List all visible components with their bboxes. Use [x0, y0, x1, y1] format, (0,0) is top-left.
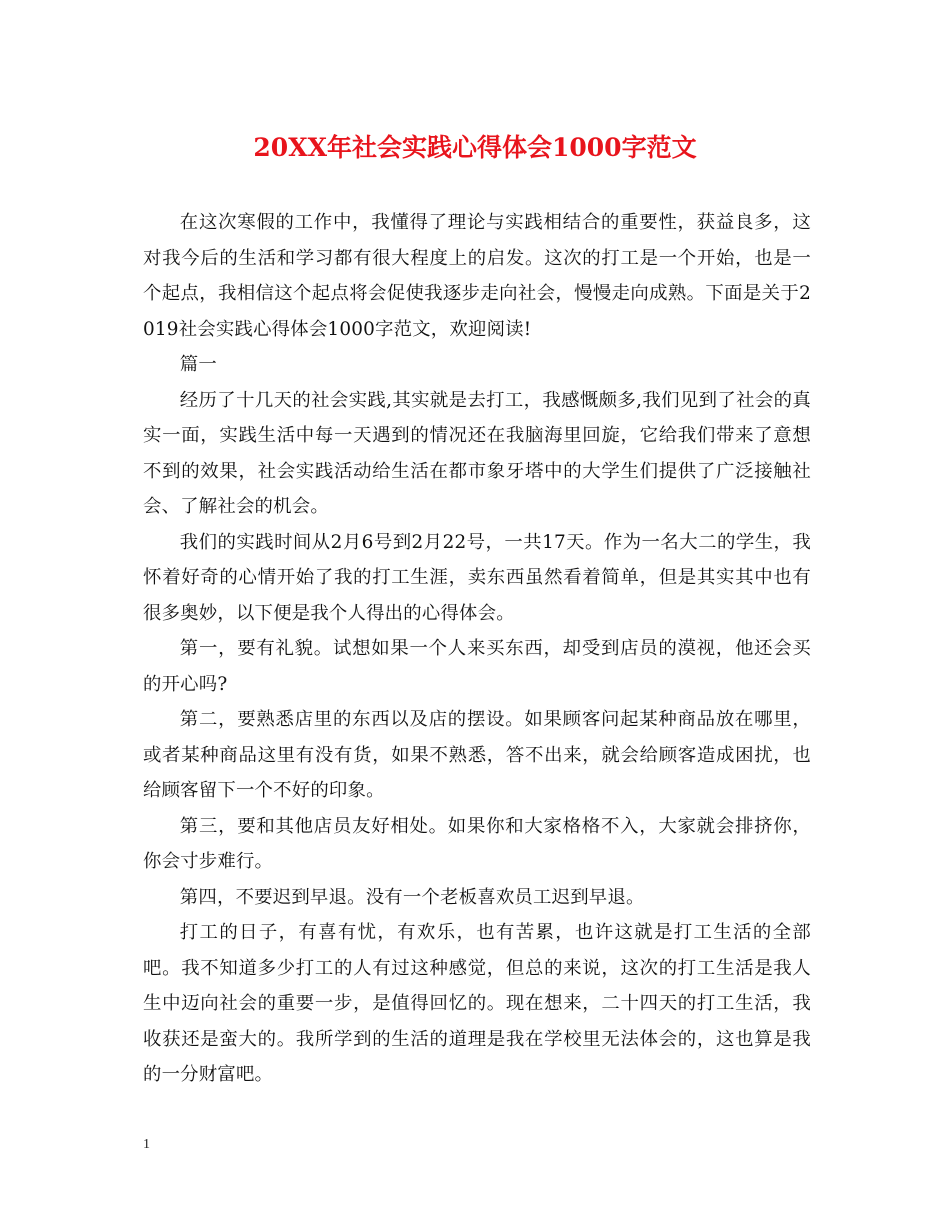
document-title: 20XX年社会实践心得体会1000字范文 [253, 133, 697, 162]
section-heading: 篇一 [179, 354, 217, 375]
paragraph: 经历了十几天的社会实践,其实就是去打工，我感慨颇多,我们见到了社会的真实一面，实践生活中每一天遇到的情况还在我脑海里回旋，它给我们带来了意想不到的效果，社会实践活动给生活在都市象牙塔中的大学生们提供了广泛接触社会、了解社会的机会。 [143, 389, 811, 517]
paragraph: 打工的日子，有喜有忧，有欢乐，也有苦累，也许这就是打工生活的全部吧。我不知道多少打工的人有过这种感觉，但总的来说，这次的打工生活是我人生中迈向社会的重要一步，是值得回忆的。现在想来，二十四天的打工生活，我收获还是蛮大的。我所学到的生活的道理是我在学校里无法体会的，这也算是我的一分财富吧。 [143, 922, 811, 1085]
paragraph: 第一，要有礼貌。试想如果一个人来买东西，却受到店员的漠视，他还会买的开心吗? [143, 638, 811, 695]
paragraph: 第三，要和其他店员友好相处。如果你和大家格格不入，大家就会排挤你，你会寸步难行。 [143, 815, 811, 872]
page-number: 1 [143, 1137, 150, 1152]
paragraph: 我们的实践时间从2月6号到2月22号，一共17天。作为一名大二的学生，我怀着好奇的心情开始了我的打工生涯，卖东西虽然看着简单，但是其实其中也有很多奥妙，以下便是我个人得出的心得体会。 [143, 531, 811, 624]
document-body [143, 205, 811, 1093]
paragraph: 第四，不要迟到早退。没有一个老板喜欢员工迟到早退。 [179, 886, 645, 908]
paragraph-intro: 在这次寒假的工作中，我懂得了理论与实践相结合的重要性，获益良多，这对我今后的生活和学习都有很大程度上的启发。这次的打工是一个开始，也是一个起点，我相信这个起点将会促使我逐步走向社会，慢慢走向成熟。下面是关于2019社会实践心得体会1000字范文，欢迎阅读! [143, 212, 811, 340]
paragraph: 第二，要熟悉店里的东西以及店的摆设。如果顾客问起某种商品放在哪里，或者某种商品这里有没有货，如果不熟悉，答不出来，就会给顾客造成困扰，也给顾客留下一个不好的印象。 [143, 709, 811, 801]
